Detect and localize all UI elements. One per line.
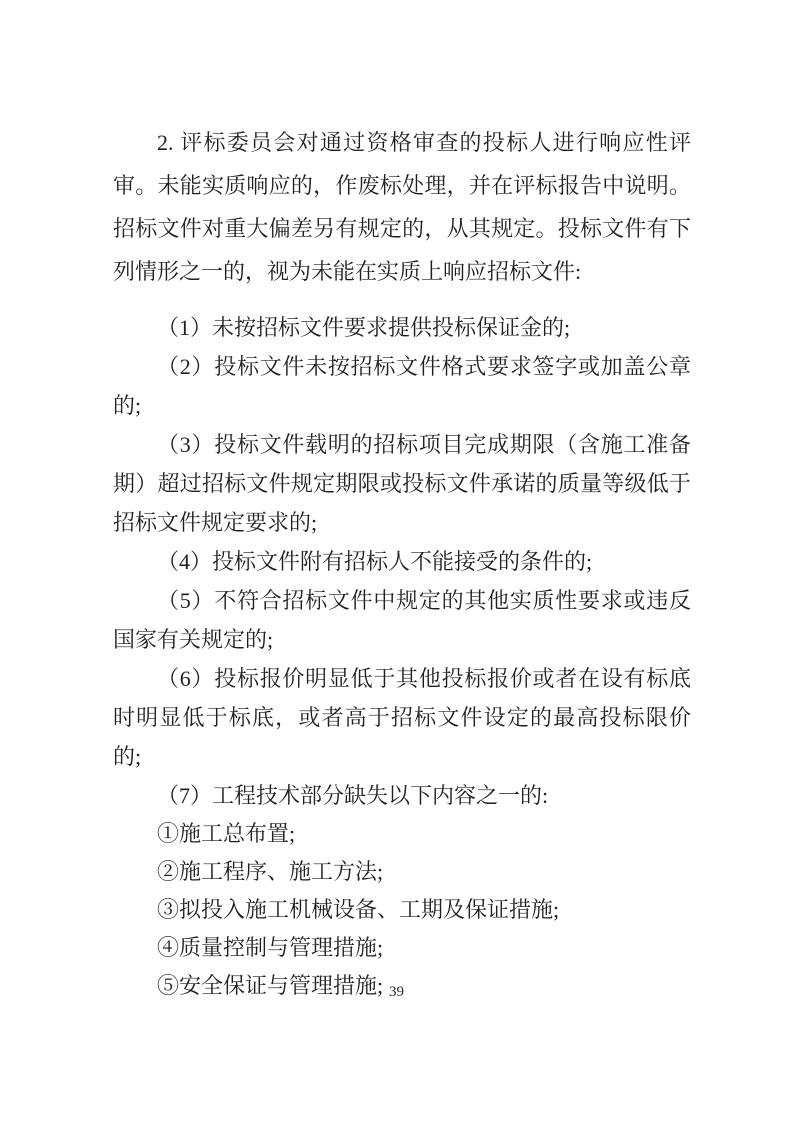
list-item-7: （7）工程技术部分缺失以下内容之一的: <box>157 783 549 808</box>
page-number: 39 <box>389 984 404 1000</box>
sub-list-item-5: ⑤安全保证与管理措施; <box>157 973 384 998</box>
list-item-2: （2）投标文件未按招标文件格式要求签字或加盖公章的; <box>113 354 691 418</box>
list-item-3: （3）投标文件载明的招标项目完成期限（含施工准备期）超过招标文件规定期限或投标文件承诺的质量等级低于招标文件规定要求的; <box>113 432 691 535</box>
sub-list-item-4: ④质量控制与管理措施; <box>157 935 384 960</box>
list-item-6: （6）投标报价明显低于其他投标报价或者在设有标底时明显低于标底，或者高于招标文件设定的最高投标限价的; <box>113 666 691 769</box>
sub-list-item-2: ②施工程序、施工方法; <box>157 859 384 884</box>
sub-list-item-1: ①施工总布置; <box>157 821 296 846</box>
document-content <box>113 121 691 1005</box>
list-item-4: （4）投标文件附有招标人不能接受的条件的; <box>157 549 593 574</box>
paragraph-intro: 2. 评标委员会对通过资格审查的投标人进行响应性评审。未能实质响应的，作废标处理，并在评标报告中说明。招标文件对重大偏差另有规定的，从其规定。投标文件有下列情形之一的，视为未能在实质上响应招标文件: <box>113 130 691 284</box>
list-item-1: （1）未按招标文件要求提供投标保证金的; <box>157 315 571 340</box>
list-item-5: （5）不符合招标文件中规定的其他实质性要求或违反国家有关规定的; <box>113 588 691 652</box>
sub-list-item-3: ③拟投入施工机械设备、工期及保证措施; <box>157 897 560 922</box>
circled-sub-item-list <box>113 815 691 1005</box>
numbered-item-list <box>113 308 691 815</box>
